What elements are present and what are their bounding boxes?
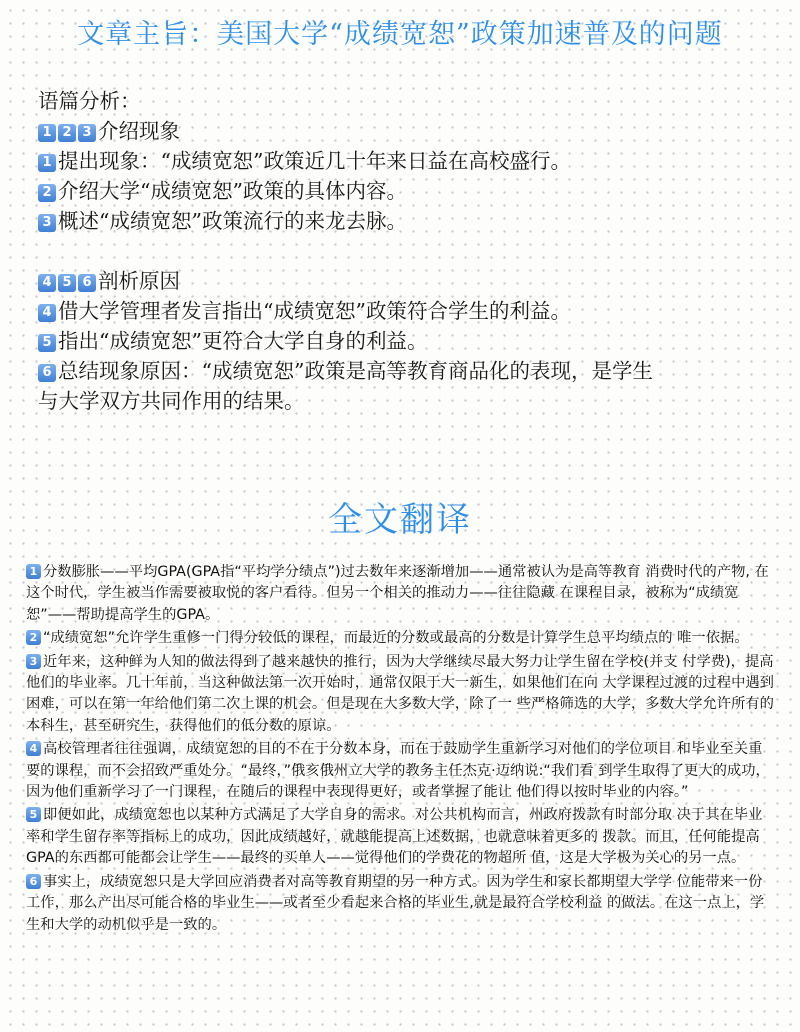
number-badge: 3: [26, 654, 41, 669]
paragraph-text: 高校管理者往往强调，成绩宽恕的目的不在于分数本身，而在于鼓励学生重新学习对他们的学位项目 和毕业至关重要的课程，而不会招致严重处分。“最终，”俄亥俄州立大学的教务主任杰克·迈纳说:“我们看 到学生取得了更大的成功，因为他们重新学习了一门课程，在随后的课程中表现得更好，或者掌握了能让 他们得以按时毕业的内容。”: [26, 741, 770, 801]
number-badge: 2: [38, 184, 56, 202]
paragraph-text: 分数膨胀——平均GPA(GPA指“平均学分绩点”)过去数年来逐渐增加——通常被认为是高等教育 消费时代的产物, 在这个时代，学生被当作需要被取悦的客户看待。但另一个相关的推动力——往往隐藏 在课程目录，被称为“成绩宽恕”——帮助提高学生的GPA。: [26, 564, 769, 623]
translation-title: 全文翻译: [328, 500, 472, 540]
number-badge: 1: [38, 154, 56, 172]
analysis-item-text: 提出现象：“成绩宽恕”政策近几十年来日益在高校盛行。: [58, 149, 571, 173]
group-label: 介绍现象: [98, 119, 180, 143]
number-badge: 5: [26, 807, 41, 822]
analysis-item-text: 总结现象原因：“成绩宽恕”政策是高等教育商品化的表现，是学生: [58, 359, 653, 383]
analysis-item: [38, 206, 778, 236]
analysis-item: [38, 326, 778, 356]
translation-paragraph: [26, 872, 774, 936]
full-translation: [26, 562, 774, 938]
analysis-item-continuation: 与大学双方共同作用的结果。: [38, 389, 305, 413]
number-badge: 1: [26, 564, 41, 579]
paragraph-text: 近年来，这种鲜为人知的做法得到了越来越快的推行，因为大学继续尽最大努力让学生留在学校(并支 付学费)，提高他们的毕业率。几十年前，当这种做法第一次开始时，通常仅限于大一新生，如果他们在向 大学课程过渡的过程中遇到困难，可以在第一年给他们第二次上课的机会。但是现在大多数大学，除了一 些严格筛选的大学，多数大学允许所有的本科生，甚至研究生，获得他们的低分数的原谅。: [26, 653, 774, 734]
number-badge: 5: [38, 334, 56, 352]
page-title: 文章主旨：美国大学“成绩宽恕”政策加速普及的问题: [77, 19, 723, 50]
analysis-item: [38, 176, 778, 206]
number-badge: 1: [38, 124, 56, 142]
number-badge: 3: [78, 124, 96, 142]
translation-paragraph: [26, 652, 774, 738]
translation-paragraph: [26, 628, 774, 649]
number-badge: 4: [26, 741, 41, 756]
group-heading-causes: [38, 266, 778, 296]
analysis-item-text: 借大学管理者发言指出“成绩宽恕”政策符合学生的利益。: [58, 299, 571, 323]
paragraph-text: 事实上，成绩宽恕只是大学回应消费者对高等教育期望的另一种方式。因为学生和家长都期望大学学 位能带来一份工作，那么产出尽可能合格的毕业生——或者至少看起来合格的毕业生,就是最符合学校利益 的做法。在这一点上，学生和大学的动机似乎是一致的。: [26, 873, 765, 933]
translation-paragraph: [26, 562, 774, 626]
discourse-analysis: [38, 86, 778, 416]
number-badge: 4: [38, 274, 56, 292]
number-badge: 4: [38, 304, 56, 322]
analysis-item-text: 介绍大学“成绩宽恕”政策的具体内容。: [58, 179, 407, 203]
analysis-item-text: 概述“成绩宽恕”政策流行的来龙去脉。: [58, 209, 407, 233]
analysis-heading: 语篇分析：: [38, 89, 141, 113]
number-badge: 2: [26, 630, 41, 645]
group-label: 剖析原因: [98, 269, 180, 293]
number-badge: 6: [26, 874, 41, 889]
analysis-item-text: 指出“成绩宽恕”更符合大学自身的利益。: [58, 329, 428, 353]
paragraph-text: “成绩宽恕”允许学生重修一门得分较低的课程，而最近的分数或最高的分数是计算学生总平均绩点的 唯一依据。: [43, 630, 749, 647]
group-heading-intro: [38, 116, 778, 146]
number-badge: 3: [38, 214, 56, 232]
analysis-item: [38, 356, 778, 386]
number-badge: 2: [58, 124, 76, 142]
analysis-item: [38, 146, 778, 176]
number-badge: 5: [58, 274, 76, 292]
translation-paragraph: [26, 805, 774, 869]
number-badge: 6: [78, 274, 96, 292]
number-badge: 6: [38, 364, 56, 382]
translation-paragraph: [26, 739, 774, 803]
paragraph-text: 即便如此，成绩宽恕也以某种方式满足了大学自身的需求。对公共机构而言，州政府拨款有时部分取 决于其在毕业率和学生留存率等指标上的成功，因此成绩越好，就越能提高上述数据，也就意味着更多的 拨款。而且，任何能提高GPA的东西都可能都会让学生——最终的买单人——觉得他们的学费花的物超所 值，这是大学极为关心的另一点。: [26, 807, 763, 867]
analysis-item: [38, 296, 778, 326]
